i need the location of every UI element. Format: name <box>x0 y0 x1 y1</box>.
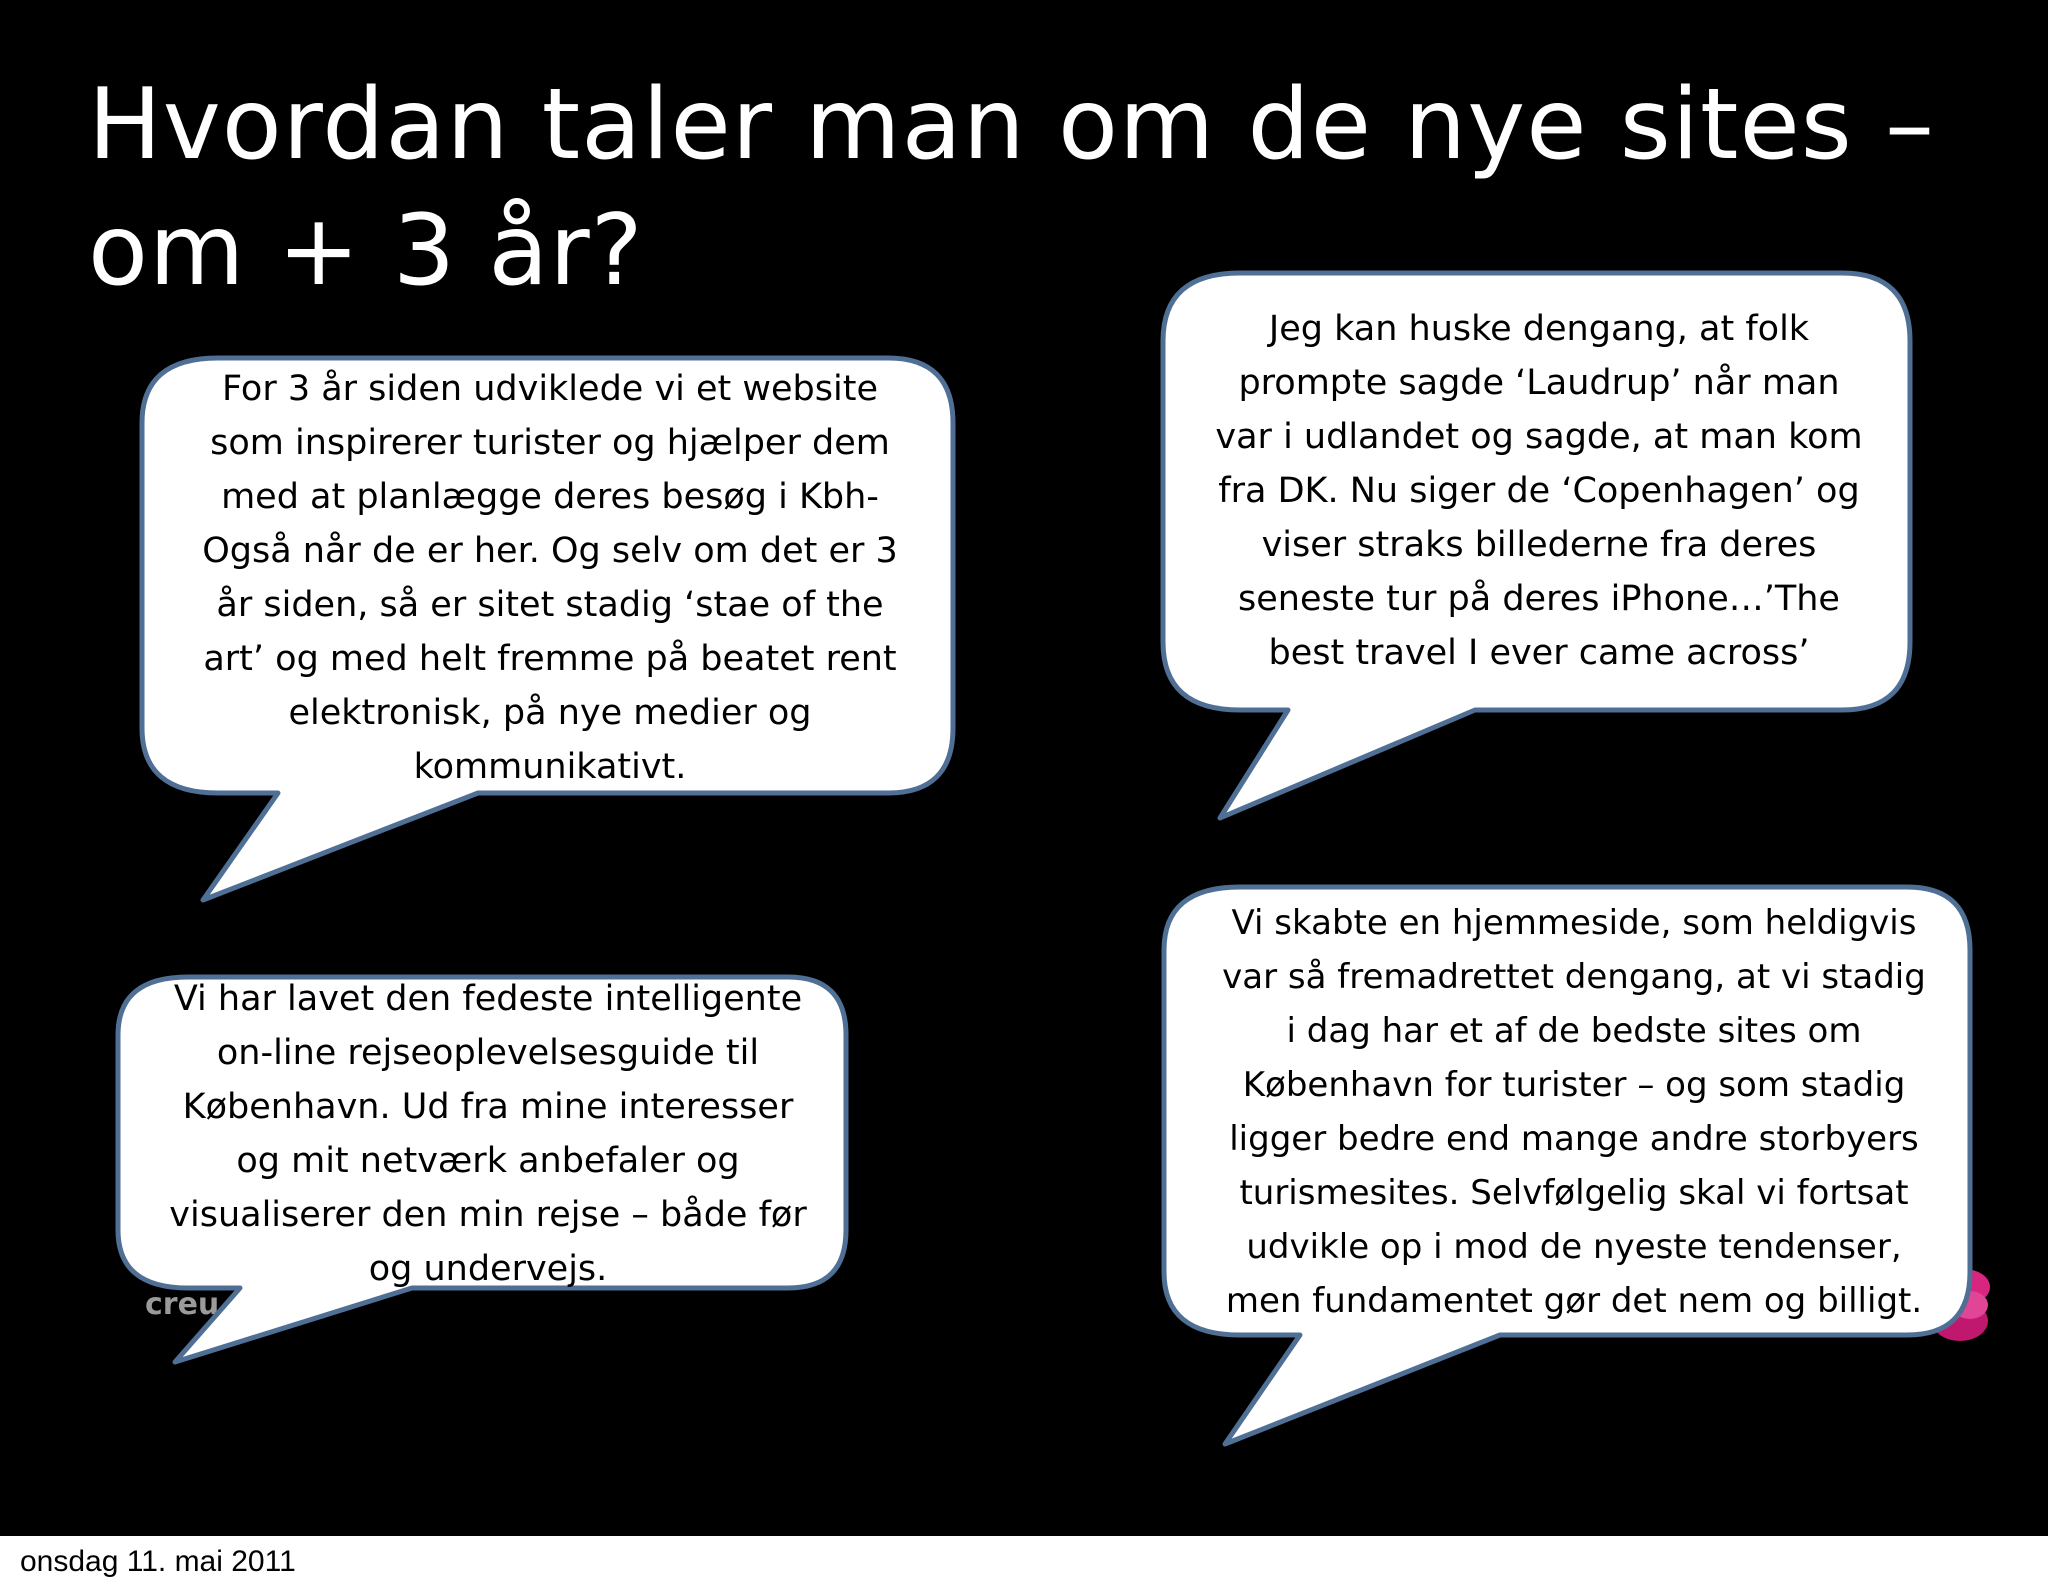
speech-bubble-1-text: For 3 år siden udviklede vi et website som inspirerer turister og hjælper dem med at planlægge deres besøg i Kbh- Også når de er her. Og selv om det er 3 år siden, så er sitet stadig ‘stae of the art’ og med helt fremme på beatet rent elektronisk, på nye medier og kommunikativt. <box>202 369 898 787</box>
speech-bubble-4-text: Vi skabte en hjemmeside, som heldigvis var så fremadrettet dengang, at vi stadig i dag har et af de bedste sites om København for turister – og som stadig ligger bedre end mange andre storbyers turismesites. Selvfølgelig skal vi fortsat udvikle op i mod de nyeste tendenser, men fundamentet gør det nem og billigt. <box>1222 903 1926 1321</box>
speech-bubble-3-text: Vi har lavet den fedeste intelligente on-line rejseoplevelsesguide til København. Ud fra mine interesser og mit netværk anbefaler og visualiserer den min rejse – både før og undervejs. <box>169 979 807 1289</box>
slide-title: Hvordan taler man om de nye sites – om + 3 år? <box>88 68 1935 308</box>
speech-bubble-2-text: Jeg kan huske dengang, at folk prompte sagde ‘Laudrup’ når man var i udlandet og sagde, at man kom fra DK. Nu siger de ‘Copenhagen’ og viser straks billederne fra deres seneste tur på deres iPhone…’The best travel I ever came across’ <box>1215 309 1863 673</box>
footer-date: onsdag 11. mai 2011 <box>20 1545 296 1578</box>
logo-fragment: creu <box>145 1287 220 1322</box>
